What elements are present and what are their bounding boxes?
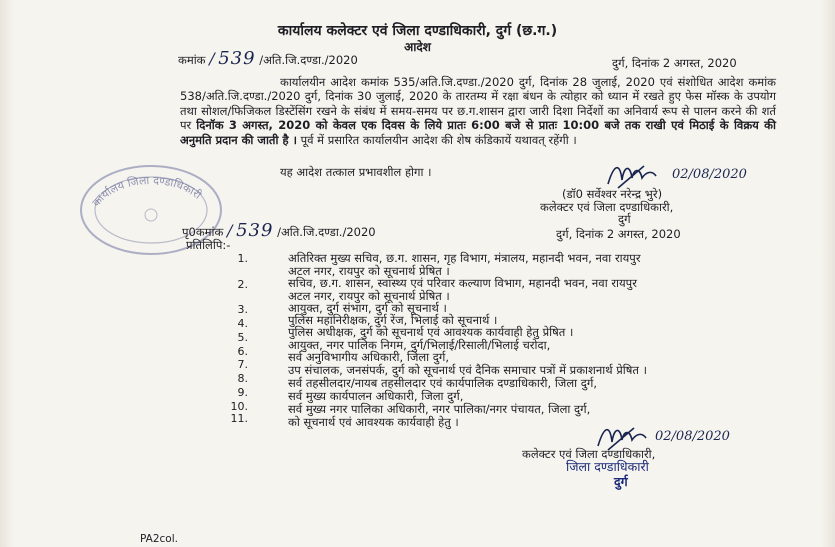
- order-body-tail: पूर्व में प्रसारित कार्यालयीन आदेश की शेष कंडिकायें यथावत् रहेंगी ।: [300, 132, 577, 147]
- recipient-line: सर्व तहसीलदार/नायब तहसीलदार एवं कार्यपालिक दण्डाधिकारी, जिला दुर्ग,: [288, 376, 597, 390]
- scan-edge-right: [821, 0, 835, 547]
- recipient-line: पुलिस अधीक्षक, दुर्ग को सूचनार्थ एवं आवश्यक कार्यवाही हेतु प्रेषित ।: [288, 325, 574, 339]
- endorsement-suffix: /अति.जि.दण्डा./2020: [277, 225, 376, 239]
- seal-text: कार्यालय जिला दण्डाधिकारी: [89, 173, 204, 210]
- signature-1-date: 02/08/2020: [672, 167, 747, 182]
- order-suffix: /अति.जि.दण्डा./2020: [259, 53, 358, 67]
- endorsement-prefix: पृ0कमांक: [182, 225, 224, 239]
- signature-2-date: 02/08/2020: [655, 429, 730, 444]
- recipient-line: अतिरिक्त मुख्य सचिव, छ.ग. शासन, गृह विभाग, मंत्रालय, महानदी भवन, नवा रायपुर: [288, 251, 641, 265]
- endorsement-date: दुर्ग, दिनांक 2 अगस्त, 2020: [556, 227, 681, 241]
- recipient-line: अटल नगर, रायपुर को सूचनार्थ प्रेषित ।: [288, 264, 450, 278]
- office-stamp-line1: जिला दण्डाधिकारी: [566, 459, 649, 474]
- recipient-line: सर्व मुख्य कार्यपालन अधिकारी, जिला दुर्ग,: [288, 389, 464, 403]
- scan-edge-left: [0, 0, 14, 547]
- recipient-number: 9.: [237, 386, 248, 399]
- signatory-name: (डॉ0 सर्वेश्वर नरेन्द्र भुरे): [562, 187, 663, 201]
- footer-code: PA2col.: [140, 533, 178, 545]
- svg-text:कार्यालय जिला दण्डाधिकारी: [90, 174, 204, 209]
- endorsement-number-line: [182, 220, 376, 241]
- recipient-line: आयुक्त, दुर्ग संभाग, दुर्ग को सूचनार्थ ।: [288, 301, 447, 315]
- recipient-number: 7.: [237, 358, 248, 371]
- recipient-line: को सूचनार्थ एवं आवश्यक कार्यवाही हेतु ।: [288, 415, 459, 429]
- order-slash: /: [209, 49, 215, 68]
- order-number-line: [178, 48, 358, 69]
- recipient-number: 1.: [237, 252, 248, 265]
- order-body-bold: दिनॉक 3 अगस्त, 2020 को केवल एक दिवस के लिये प्रातः 6:00 बजे से प्रातः 10:00 बजे तक राखी एवं मिठाई के विक्रय की अनुमति प्रदान की जाती है ।: [180, 118, 776, 147]
- recipient-line: उप संचालक, जनसंपर्क, दुर्ग को सूचनार्थ एवं दैनिक समाचार पत्रों में प्रकाशनार्थ प्रेषित ।: [288, 363, 647, 377]
- order-body-paragraph: [180, 75, 776, 147]
- recipient-line: सर्व मुख्य नगर पालिका अधिकारी, नगर पालिका/नगर पंचायत, जिला दुर्ग,: [288, 402, 591, 416]
- signature-2-designation: कलेक्टर एवं जिला दण्डाधिकारी,: [522, 447, 656, 461]
- recipient-number: 4.: [237, 317, 248, 330]
- endorsement-slash: /: [227, 221, 233, 240]
- order-number-handwritten: 539: [218, 48, 256, 69]
- recipient-number: 10.: [230, 400, 248, 413]
- recipient-line: अटल नगर, रायपुर को सूचनार्थ प्रेषित ।: [288, 289, 450, 303]
- order-body-text: कार्यालयीन आदेश कमांक 535/अति.जि.दण्डा./2020 दुर्ग, दिनांक 28 जुलाई, 2020 एवं संशोधित आदेश कमांक 538/अति.जि.दण्डा./2020 दुर्ग, दिनांक 30 जुलाई, 2020 के तारतम्य में रक्षा बंधन के त्योहार को ध्यान में रखते हुए फेस मॉस्क के उपयोग तथा सोशल/फिजिकल डिस्टेंसिंग रखने के संबंध में समय-समय पर छ.ग.शासन द्वारा जारी दिशा निर्देशों का अनिवार्य रूप से पालन करने की शर्त पर: [180, 75, 776, 133]
- recipient-number: 11.: [230, 412, 248, 425]
- office-stamp-line2: दुर्ग: [614, 474, 628, 489]
- recipient-number: 6.: [237, 345, 248, 358]
- recipient-line: पुलिस महानिरीक्षक, दुर्ग रेंज, भिलाई को सूचनार्थ ।: [288, 313, 498, 327]
- effect-line: यह आदेश तत्काल प्रभावशील होगा ।: [280, 165, 432, 179]
- copy-to-label: प्रतिलिपि:-: [186, 238, 231, 252]
- endorsement-number-handwritten: 539: [236, 220, 274, 241]
- recipient-line: आयुक्त, नगर पालिक निगम, दुर्ग/भिलाई/रिसाली/भिलाई चरोदा,: [288, 338, 551, 352]
- recipient-line: सचिव, छ.ग. शासन, स्वास्थ्य एवं परिवार कल्याण विभाग, महानदी भवन, नवा रायपुर: [288, 276, 637, 290]
- recipient-number: 8.: [237, 372, 248, 385]
- order-heading: आदेश: [404, 40, 431, 54]
- signatory-designation: कलेक्टर एवं जिला दण्डाधिकारी,: [540, 200, 674, 214]
- recipient-number: 2.: [237, 278, 248, 291]
- order-prefix: कमांक: [178, 53, 206, 67]
- order-date: दुर्ग, दिनांक 2 अगस्त, 2020: [612, 56, 737, 70]
- office-title: कार्यालय कलेक्टर एवं जिला दण्डाधिकारी, दुर्ग (छ.ग.): [277, 23, 558, 39]
- recipient-line: सर्व अनुविभागीय अधिकारी, जिला दुर्ग,: [288, 350, 450, 364]
- recipient-number: 5.: [237, 331, 248, 344]
- signatory-place: दुर्ग: [618, 212, 631, 226]
- recipient-number: 3.: [237, 303, 248, 316]
